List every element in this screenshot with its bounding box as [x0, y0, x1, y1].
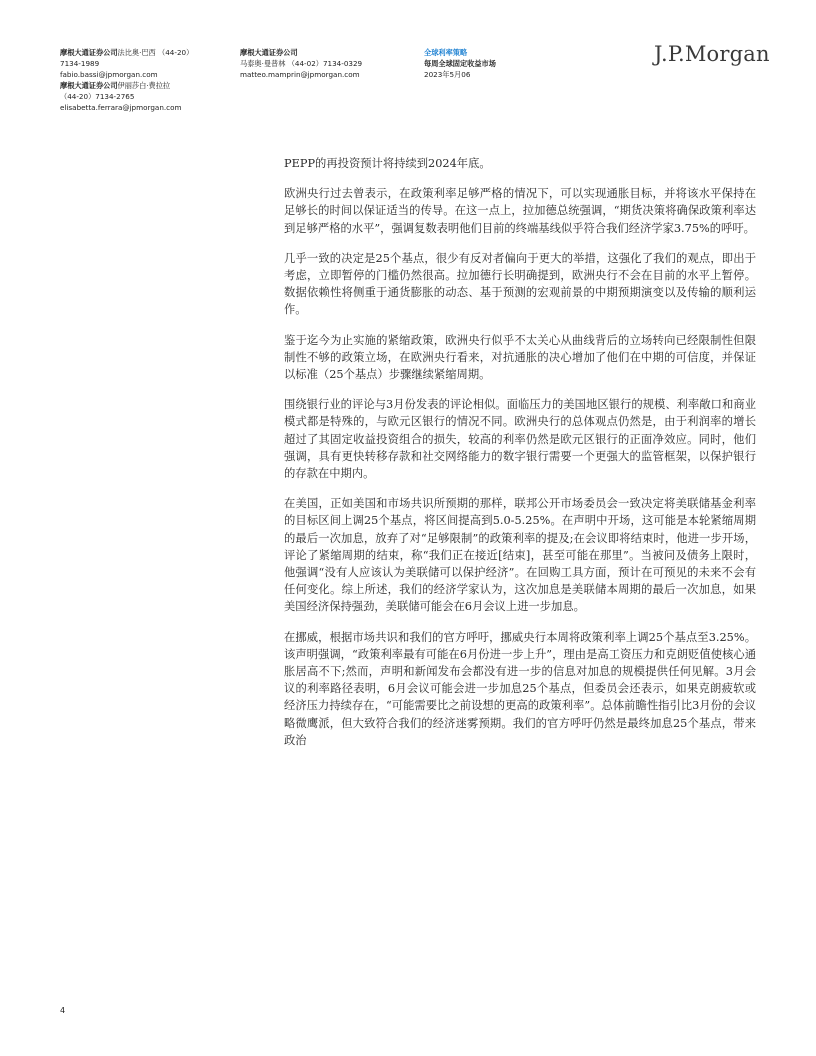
author-block-1	[60, 47, 190, 113]
author-firm: 摩根大通证券公司	[60, 81, 118, 90]
report-title: 每周全球固定收益市场	[424, 59, 496, 68]
jpmorgan-logo: J.P.Morgan	[654, 42, 770, 66]
author-block-2	[240, 47, 390, 80]
author-firm: 摩根大通证券公司	[240, 48, 298, 57]
author-email[interactable]: elisabetta.ferrara@jpmorgan.com	[60, 103, 182, 112]
page-number: 4	[60, 1006, 66, 1015]
author-email[interactable]: matteo.mamprin@jpmorgan.com	[240, 70, 360, 79]
author-name-phone: 伊丽莎白·费拉拉 （44-20）7134-2765	[60, 81, 171, 101]
author-line	[60, 47, 190, 69]
article-body	[284, 155, 756, 762]
author-name-phone: 马泰奥·曼普林 （44-02）7134-0329	[240, 59, 363, 68]
report-category: 全球利率策略	[424, 48, 468, 57]
paragraph: 欧洲央行过去曾表示，在政策利率足够严格的情况下，可以实现通胀目标，并将该水平保持在足够长的时间以保证适当的传导。在这一点上，拉加德总统强调，“期货决策将确保政策利率达到足够严格的水平”，强调复数表明他们目前的终端基线似乎符合我们经济学家3.75%的呼吁。	[284, 187, 756, 235]
paragraph: 鉴于迄今为止实施的紧缩政策，欧洲央行似乎不太关心从曲线背后的立场转向已经限制性但限制性不够的政策立场，在欧洲央行看来，对抗通胀的决心增加了他们在中期的可信度，并保证以标准（25个基点）步骤继续紧缩周期。	[284, 333, 756, 382]
author-firm: 摩根大通证券公司	[60, 48, 118, 57]
paragraph: 在挪威，根据市场共识和我们的官方呼吁，挪威央行本周将政策利率上调25个基点至3.25%。该声明强调，“政策利率最有可能在6月份进一步上升”，理由是高工资压力和克朗贬值使核心通胀居高不下;然而，声明和新闻发布会都没有进一步的信息对加息的规模提供任何见解。3月会议的利率路径表明，6月会议可能会进一步加息25个基点，但委员会还表示，如果克朗疲软或经济压力持续存在，“可能需要比之前设想的更高的政策利率”。总体前瞻性指引比3月份的会议略微鹰派，但大致符合我们的经济迷雾预期。我们的官方呼吁仍然是最终加息25个基点，带来政治	[284, 630, 756, 747]
report-info	[424, 47, 554, 80]
paragraph: 几乎一致的决定是25个基点，很少有反对者偏向于更大的举措，这强化了我们的观点，即出于考虑，立即暂停的门槛仍然很高。拉加德行长明确提到，欧洲央行不会在目前的水平上暂停。数据依赖性将侧重于通货膨胀的动态、基于预测的宏观前景的中期预期演变以及传输的顺利运作。	[284, 251, 756, 317]
report-date: 2023年5月06	[424, 70, 471, 79]
author-name-phone: 法比奥·巴西 （44-20）7134-1989	[60, 48, 190, 68]
paragraph: 围绕银行业的评论与3月份发表的评论相似。面临压力的美国地区银行的规模、利率敞口和商业模式都是特殊的，与欧元区银行的情况不同。欧洲央行的总体观点仍然是，由于利润率的增长超过了其固定收益投资组合的损失，较高的利率仍然是欧元区银行的正面净效应。同时，他们强调，具有更快转移存款和社交网络能力的数字银行需要一个更强大的监管框架，以保护银行的存款在中期内。	[284, 398, 756, 481]
paragraph: PEPP的再投资预计将持续到2024年底。	[284, 157, 491, 170]
author-email[interactable]: fabio.bassi@jpmorgan.com	[60, 70, 158, 79]
author-line	[60, 80, 190, 102]
paragraph: 在美国，正如美国和市场共识所预期的那样，联邦公开市场委员会一致决定将美联储基金利率的目标区间上调25个基点，将区间提高到5.0-5.25%。在声明中开场，这可能是本轮紧缩周期的最后一次加息，放弃了对“足够限制”的政策利率的提及;在会议即将结束时，他进一步开场，评论了紧缩周期的结束，称“我们正在接近[结束]，甚至可能在那里”。当被问及债务上限时，他强调“没有人应该认为美联储可以保护经济”。在回购工具方面，预计在可预见的未来不会有任何变化。综上所述，我们的经济学家认为，这次加息是美联储本周期的最后一次加息，如果美国经济保持强劲，美联储可能会在6月会议上进一步加息。	[284, 497, 756, 614]
